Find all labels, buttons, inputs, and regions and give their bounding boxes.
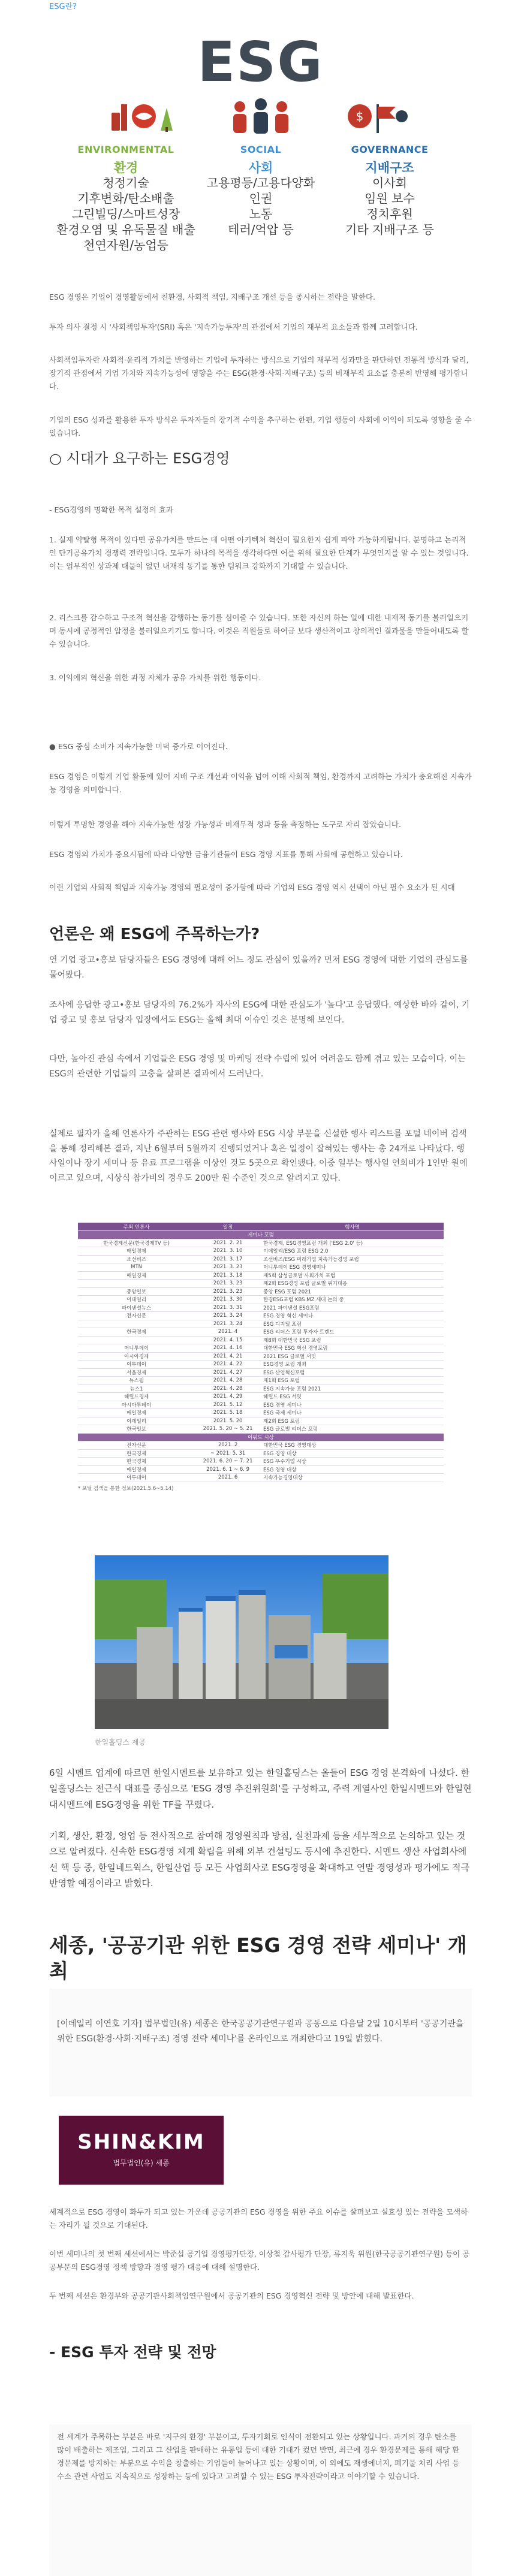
table-cell: 서울경제	[78, 1368, 195, 1377]
table-cell: 2021. 3. 24	[195, 1312, 261, 1320]
env-item: 천연자원/농업등	[83, 238, 168, 252]
section3-paragraph-4: 실제로 필자가 올해 언론사가 주관하는 ESG 관련 행사와 ESG 시상 부문을 신설한 행사 리스트를 포털 네이버 검색을 통해 정리해본 결과, 지난 6월부터 5월까지 진행되었거나 혹은 일정이 잡혀있는 행사는 총 24개로 나타났다. 행사일이나 장기 세미나 등 유료 프로그램을 이상인 것도 5곳으로 확인됐다. 이중 일부는 행사일 연회비가 1인만 원에 이르고 있으며, 시상식 참가비의 경우도 200만 원 수준인 것으로 알려지고 있다.	[49, 1129, 468, 1183]
cement-plant-image	[95, 1555, 389, 1729]
table-section-title: 세미나 포럼	[78, 1231, 444, 1239]
table-cell: 제1회 ESG 포럼	[261, 1377, 444, 1385]
svg-text:$: $	[356, 109, 364, 123]
table-cell: ESG 경영 대상	[261, 1449, 444, 1458]
table-row	[78, 1296, 444, 1304]
table-cell: 매일경제	[78, 1271, 195, 1280]
table-cell: 한국일보	[78, 1425, 195, 1434]
intro-paragraph-4: 기업의 ESG 성과를 활용한 투자 방식은 투자자들의 장기적 수익을 추구하는 한편, 기업 행동이 사회에 이익이 되도록 영향을 줄 수 있습니다.	[49, 415, 472, 438]
table-cell: 2021. 3. 18	[195, 1271, 261, 1280]
table-cell: 헤럴드 ESG 서밋	[261, 1393, 444, 1401]
section5-paragraph-2: 세계적으로 ESG 경영이 화두가 되고 있는 가운데 공공기관의 ESG 경영을 위한 주요 이슈를 살펴보고 실효성 있는 전략을 모색하는 자리가 될 것으로 기대된다.	[49, 2207, 468, 2230]
table-section-row	[78, 1433, 444, 1441]
table-cell: 2021. 2. 21	[195, 1239, 261, 1247]
table-cell: 조선비즈	[78, 1255, 195, 1263]
table-row	[78, 1384, 444, 1393]
logo-subtitle: 법무법인(유) 세종	[113, 2159, 170, 2167]
table-cell	[78, 1320, 195, 1328]
section5-paragraph-3: 이번 세미나의 첫 번째 세션에서는 박준섭 공기업 경영평가단장, 이상철 감사평가 단장, 류지욱 위원(한국공공기관연구원) 등이 공공부문의 ESG경영 정책 방향과 경영 평가 대응에 대해 설명한다.	[49, 2249, 470, 2272]
table-cell: 2021. 3. 23	[195, 1287, 261, 1296]
table-cell: 매일경제	[78, 1247, 195, 1256]
section2-paragraph-2: 이렇게 투명한 경영을 해야 지속가능한 성장 가능성과 비재무적 성과 등을 측정하는 도구로 자리 잡았습니다.	[49, 820, 401, 829]
table-cell: 대한민국 ESG 혁신 경영포럼	[261, 1344, 444, 1353]
table-cell: 2021. 6	[195, 1474, 261, 1482]
table-cell: ESG 경영 세미나	[261, 1401, 444, 1409]
table-cell: 대한민국 ESG 경영대상	[261, 1441, 444, 1450]
table-section-title: 어워드 시상	[78, 1433, 444, 1441]
table-cell: 조선비즈/ESG 미래기업 지속가능경영 포럼	[261, 1255, 444, 1263]
table-cell: 2021. 3. 10	[195, 1247, 261, 1256]
table-cell: 2021. 4. 15	[195, 1336, 261, 1344]
env-item: 청정기술	[103, 176, 149, 190]
table-cell: 2021. 4. 22	[195, 1361, 261, 1369]
table-row	[78, 1425, 444, 1434]
table-cell	[78, 1280, 195, 1288]
table-cell: 2021. 2	[195, 1441, 261, 1450]
table-cell: 한국경제, ESG경영포럼 개최 ('ESG 2.0' 등)	[261, 1239, 444, 1247]
cement-plant-photo	[95, 1555, 389, 1729]
table-header: 주최 언론사	[78, 1223, 195, 1231]
table-cell: 2021. 4. 16	[195, 1344, 261, 1353]
table-cell: 아시아경제	[78, 1352, 195, 1361]
section2-lead: ● ESG 중심 소비가 지속가능한 미덕 중가로 이어진다.	[49, 742, 228, 751]
shin-kim-logo	[59, 2116, 224, 2185]
table-cell: 2021. 3. 31	[195, 1304, 261, 1312]
table-cell: ESG 글로벌 리더스 포럼	[261, 1425, 444, 1434]
environment-icon	[108, 96, 180, 138]
table-cell: 2021. 6. 1 ~ 6. 9	[195, 1465, 261, 1474]
table-cell: 이데일리/ESG 포럼 ESG 2.0	[261, 1247, 444, 1256]
env-item: 기후변화/탄소배출	[77, 191, 174, 206]
table-cell: 이데일리	[78, 1417, 195, 1425]
section2-paragraph-4: 이런 기업의 사회적 책임과 지속가능 경영의 필요성이 증가함에 따라 기업의 ESG 경영 역시 선택이 아닌 필수 요소가 된 시대	[49, 883, 455, 892]
table-cell: 2021. 3. 17	[195, 1255, 261, 1263]
section-heading-era-esg: ○ 시대가 요구하는 ESG경영	[49, 450, 230, 467]
section2-paragraph-3: ESG 경영의 가치가 중요시됨에 따라 다양한 금융기관들이 ESG 경영 지표를 통해 사회에 공헌하고 있습니다.	[49, 850, 403, 859]
table-row	[78, 1417, 444, 1425]
table-row	[78, 1401, 444, 1409]
table-cell: 2021. 4. 28	[195, 1384, 261, 1393]
esg-hero-graphic	[56, 18, 455, 276]
events-table	[78, 1223, 444, 1482]
table-cell: ESG 경영 대상	[261, 1465, 444, 1474]
section4-paragraph-2: 기획, 생산, 환경, 영업 등 전사적으로 참여해 경영원칙과 방침, 실천과제 등을 세부적으로 논의하고 있는 것으로 알려졌다. 신속한 ESG경영 체계 확립을 위해 외부 컨설팅도 동시에 추진한다. 시멘트 생산 사업회사에 선 핵 등 중, 한일네트웍스, 한일산업 등 모든 사업회사로 ESG경영을 확대하고 연말 경영성과 평가에도 적극 반영할 예정이라고 밝혔다.	[49, 1830, 470, 1889]
section3-paragraph-2: 조사에 응답한 광고•홍보 담당자의 76.2%가 자사의 ESG에 대한 관심도가 '높다'고 응답했다. 예상한 바와 같이, 기업 광고 및 홍보 담당자 입장에서도 ESG는 올해 최대 이슈인 것은 분명해 보인다.	[49, 1000, 470, 1025]
table-cell	[78, 1336, 195, 1344]
table-row	[78, 1344, 444, 1353]
table-cell: ESG 디지털 포럼	[261, 1320, 444, 1328]
table-row	[78, 1441, 444, 1450]
logo-wordmark: SHIN&KIM	[77, 2130, 205, 2154]
gov-item: 이사회	[372, 176, 407, 190]
esg-intro-link[interactable]: ESG란?	[49, 2, 77, 11]
env-item: 환경오염 및 유독물질 배출	[56, 222, 195, 237]
investment-strategy-heading: - ESG 투자 전략 및 전망	[49, 2343, 216, 2361]
pillar-governance-ko: 지배구조	[365, 161, 414, 175]
table-cell: 2021. 3. 30	[195, 1296, 261, 1304]
table-cell: ESG 산업혁신포럼	[261, 1368, 444, 1377]
table-cell: ESG 우수기업 시상	[261, 1458, 444, 1466]
table-cell: 파이낸셜뉴스	[78, 1304, 195, 1312]
table-cell: 이데일리	[78, 1296, 195, 1304]
table-cell: 제2회 ESG 포럼	[261, 1417, 444, 1425]
pillar-environmental-ko: 환경	[113, 161, 138, 175]
table-cell: MTN	[78, 1263, 195, 1272]
table-row	[78, 1304, 444, 1312]
social-item: 노동	[249, 207, 273, 221]
table-header: 행사명	[261, 1223, 444, 1231]
table-cell: 매일경제	[78, 1465, 195, 1474]
gov-item: 기타 지배구조 등	[345, 222, 434, 237]
section2-paragraph-1: ESG 경영은 이렇게 기업 활동에 있어 지배 구조 개선과 이익을 넘어 이해 사회적 책임, 환경까지 고려하는 가치가 충요해진 지속가능 경영을 의미합니다.	[49, 772, 472, 794]
table-row	[78, 1280, 444, 1288]
table-row	[78, 1263, 444, 1272]
table-note: * 포털 검색을 통한 정보(2021.5.6~5.14)	[78, 1485, 174, 1492]
pillar-social-items	[189, 175, 333, 237]
table-cell: 헤럴드경제	[78, 1393, 195, 1401]
table-cell: 뉴스1	[78, 1384, 195, 1393]
governance-icon	[342, 96, 414, 138]
gov-item: 임원 보수	[365, 191, 415, 206]
table-row	[78, 1336, 444, 1344]
hero-title: ESG	[197, 30, 324, 94]
table-cell: 2021. 4. 27	[195, 1368, 261, 1377]
table-cell: 지속가능경영대상	[261, 1474, 444, 1482]
table-cell: 2021. 4	[195, 1328, 261, 1337]
table-row	[78, 1239, 444, 1247]
table-cell: 2021. 6. 20 ~ 7. 21	[195, 1458, 261, 1466]
table-row	[78, 1287, 444, 1296]
table-cell: ~ 2021. 5. 31	[195, 1449, 261, 1458]
table-row	[78, 1247, 444, 1256]
env-item: 그린빌딩/스마트성장	[71, 207, 180, 221]
esg-events-table	[78, 1223, 444, 1507]
table-row	[78, 1409, 444, 1417]
table-cell: ESG 경영 혁신 세미나	[261, 1312, 444, 1320]
intro-paragraph-3: 사회책임투자란 사회적·윤리적 가치를 반영하는 기업에 투자하는 방식으로 기업의 재무적 성과만을 판단하던 전통적 방식과 달리, 장기적 관점에서 기업 가치와 지속가능성에 영향을 주는 ESG(환경·사회·지배구조) 등의 비재무적 요소를 충분히 반영해 평가합니다.	[49, 355, 469, 391]
table-cell: ESG 국제 세미나	[261, 1409, 444, 1417]
table-row	[78, 1271, 444, 1280]
table-cell: 머니투데이 ESG 경영세미나	[261, 1263, 444, 1272]
table-cell: 중앙 ESG 포럼 2021	[261, 1287, 444, 1296]
table-cell: 2021. 4. 21	[195, 1352, 261, 1361]
table-cell: 2021 파이낸셜 ESG포럼	[261, 1304, 444, 1312]
table-cell: 뉴스핌	[78, 1377, 195, 1385]
table-header: 일정	[195, 1223, 261, 1231]
table-row	[78, 1449, 444, 1458]
pillar-governance-items	[318, 175, 462, 237]
section1-subheading: - ESG경영의 명확한 목적 설정의 효과	[49, 505, 173, 514]
social-item: 인권	[249, 191, 273, 206]
table-cell: 2021. 5. 20	[195, 1417, 261, 1425]
table-cell: 전자신문	[78, 1312, 195, 1320]
table-row	[78, 1458, 444, 1466]
table-cell: 2021. 3. 23	[195, 1263, 261, 1272]
table-cell: 2021. 3. 23	[195, 1280, 261, 1288]
section1-point-1: 1. 실제 약탈형 목적이 있다면 공유가치를 만드는 데 어떤 아키텍처 혁신이 필요한지 쉽게 파악 가능하게됩니다. 분명하고 논리적인 단기공유가치 경쟁력 전략입니다. 모두가 하나의 목적을 생각하다면 어를 위해 필요한 단계가 무엇인지를 알 수 있는 것입니다. 이는 업무적인 상과제 대물이 없던 내재적 동기를 통한 팀워크 강화까지 기대할 수 있습니다.	[49, 535, 469, 571]
table-cell: 제8회 대한민국 ESG 포럼	[261, 1336, 444, 1344]
table-cell: 이투데이	[78, 1361, 195, 1369]
section-heading-media-esg: 언론은 왜 ESG에 주목하는가?	[49, 925, 260, 943]
table-cell: 중앙일보	[78, 1287, 195, 1296]
table-cell: 머니투데이	[78, 1344, 195, 1353]
table-cell: 한경ESG포럼 KBS MZ 세대 논의 중	[261, 1296, 444, 1304]
table-row	[78, 1312, 444, 1320]
social-item: 고용평등/고용다양화	[206, 176, 315, 190]
table-cell: 2021. 5. 18	[195, 1409, 261, 1417]
table-row	[78, 1255, 444, 1263]
table-cell: 매일경제	[78, 1409, 195, 1417]
table-row	[78, 1352, 444, 1361]
section3-paragraph-3: 다만, 높아진 관심 속에서 기업들은 ESG 경영 및 마케팅 전략 수립에 있어 어려움도 함께 겪고 있는 모습이다. 이는 ESG의 관련한 기업들의 고충을 살펴본 결과에서 드러난다.	[49, 1054, 466, 1079]
table-cell: 전자신문	[78, 1441, 195, 1450]
table-cell: 한국경제	[78, 1458, 195, 1466]
table-cell: 제5회 삼성글로벌 사회가치 포럼	[261, 1271, 444, 1280]
table-row	[78, 1465, 444, 1474]
table-row	[78, 1393, 444, 1401]
table-cell: 2021. 4. 28	[195, 1377, 261, 1385]
section1-point-2: 2. 리스크를 감수하고 구조적 혁신을 감행하는 동기를 심어줄 수 있습니다. 또한 자신의 하는 일에 대한 내재적 동기를 불러일으키며 동시에 공정적인 압정을 불러일으키기도 합니다. 이것은 직원들로 하여금 보다 생산적이고 창의적인 결과물을 만들어내도록 할 수 있습니다.	[49, 613, 469, 648]
seminar-lead-paragraph: [이데일리 이연호 기자] 법무법인(유) 세종은 한국공공기관연구원과 공동으로 다음달 2일 10시부터 '공공기관을 위한 ESG(환경·사회·지배구조) 경영 전략 세미나'를 온라인으로 개최한다고 19일 밝혔다.	[57, 2019, 464, 2044]
intro-paragraph-2: 투자 의사 결정 시 '사회책임투자'(SRI) 혹은 '지속가능투자'의 관점에서 기업의 재무적 요소들과 함께 고려합니다.	[49, 322, 418, 331]
table-row	[78, 1320, 444, 1328]
pillar-social-ko: 사회	[248, 161, 273, 175]
table-cell: 한국경제신문(한국경제TV 등)	[78, 1239, 195, 1247]
table-cell: ESG 리더스 포럼 투자자 트렌드	[261, 1328, 444, 1337]
gov-item: 정치후원	[366, 207, 413, 221]
table-cell: 2021. 3. 24	[195, 1320, 261, 1328]
table-row	[78, 1368, 444, 1377]
table-section-row	[78, 1231, 444, 1239]
section4-paragraph-1: 6일 시멘트 업계에 따르면 한일시멘트를 보유하고 있는 한일홀딩스는 올들어 ESG 경영 본격화에 나섰다. 한일홀딩스는 전근식 대표를 중심으로 'ESG 경영 추진위원회'를 구성하고, 주력 계열사인 한일시멘트와 한일현대시멘트에 ESG경영을 위한 TF를 꾸렸다.	[49, 1767, 472, 1810]
table-cell: 2021. 5. 20 ~ 5. 21	[195, 1425, 261, 1434]
section1-point-3: 3. 이익에의 혁신을 위한 과정 자체가 공유 가치를 위한 행동이다.	[49, 673, 261, 682]
social-people-icon	[225, 96, 297, 138]
pillar-environmental-items	[54, 175, 198, 253]
table-cell: ESG경영 포럼 개최	[261, 1361, 444, 1369]
table-row	[78, 1474, 444, 1482]
table-cell: ESG 지속가능 포럼 2021	[261, 1384, 444, 1393]
section6-paragraph-1: 전 세계가 주목하는 부분은 바로 '지구의 환경' 부분이고, 투자기회로 인식이 전환되고 있는 상황입니다. 과거의 경우 탄소를 많이 배출하는 제조업, 그리고 그 산업을 판매하는 유통업 등에 대한 기대가 컸던 반면, 최근에 경우 환경문제를 통해 해당 환경문제를 방지하는 부분으로 수익을 창출하는 기업들이 늘어나고 있는 상황이며, 이 외에도 재생에너지, 폐기물 처리 사업 등 수소 관련 사업도 지속적으로 성장하는 등에 있다고 고려할 수 있는 ESG 투자전략이라고 이야기할 수 있습니다.	[57, 2432, 460, 2481]
table-cell: 2021. 4. 29	[195, 1393, 261, 1401]
pillar-environmental-en: ENVIRONMENTAL	[77, 144, 174, 155]
table-row	[78, 1328, 444, 1337]
pillar-social-en: SOCIAL	[240, 144, 282, 155]
table-cell: 아시아투데이	[78, 1401, 195, 1409]
table-cell: 2021 ESG 글로벌 서밋	[261, 1352, 444, 1361]
table-cell: 한국경제	[78, 1449, 195, 1458]
table-row	[78, 1361, 444, 1369]
seminar-headline: 세종, '공공기관 위한 ESG 경영 전략 세미나' 개최	[49, 1933, 467, 1983]
section5-paragraph-4: 두 번째 세션은 환경부와 공공기관사회책임연구원에서 공공기관의 ESG 경영혁신 전략 및 방안에 대해 발표한다.	[49, 2291, 414, 2300]
table-cell: 이투데이	[78, 1474, 195, 1482]
photo-caption: 한일홀딩스 제공	[95, 1738, 146, 1747]
table-cell: 2021. 5. 12	[195, 1401, 261, 1409]
social-item: 테러/억압 등	[228, 222, 294, 237]
intro-paragraph-1: ESG 경영은 기업이 경영활동에서 친환경, 사회적 책임, 지배구조 개선 등을 종시하는 전략을 말한다.	[49, 292, 375, 301]
section3-paragraph-1: 연 기업 광고•홍보 담당자들은 ESG 경영에 대해 어느 정도 관심이 있을까? 먼저 ESG 경영에 대한 기업의 관심도를 물어봤다.	[49, 955, 468, 980]
table-cell: 한국경제	[78, 1328, 195, 1337]
table-row	[78, 1377, 444, 1385]
table-cell: 제2회 ESG경영 포럼 글로벌 위기대응	[261, 1280, 444, 1288]
pillar-governance-en: GOVERNANCE	[351, 144, 429, 155]
